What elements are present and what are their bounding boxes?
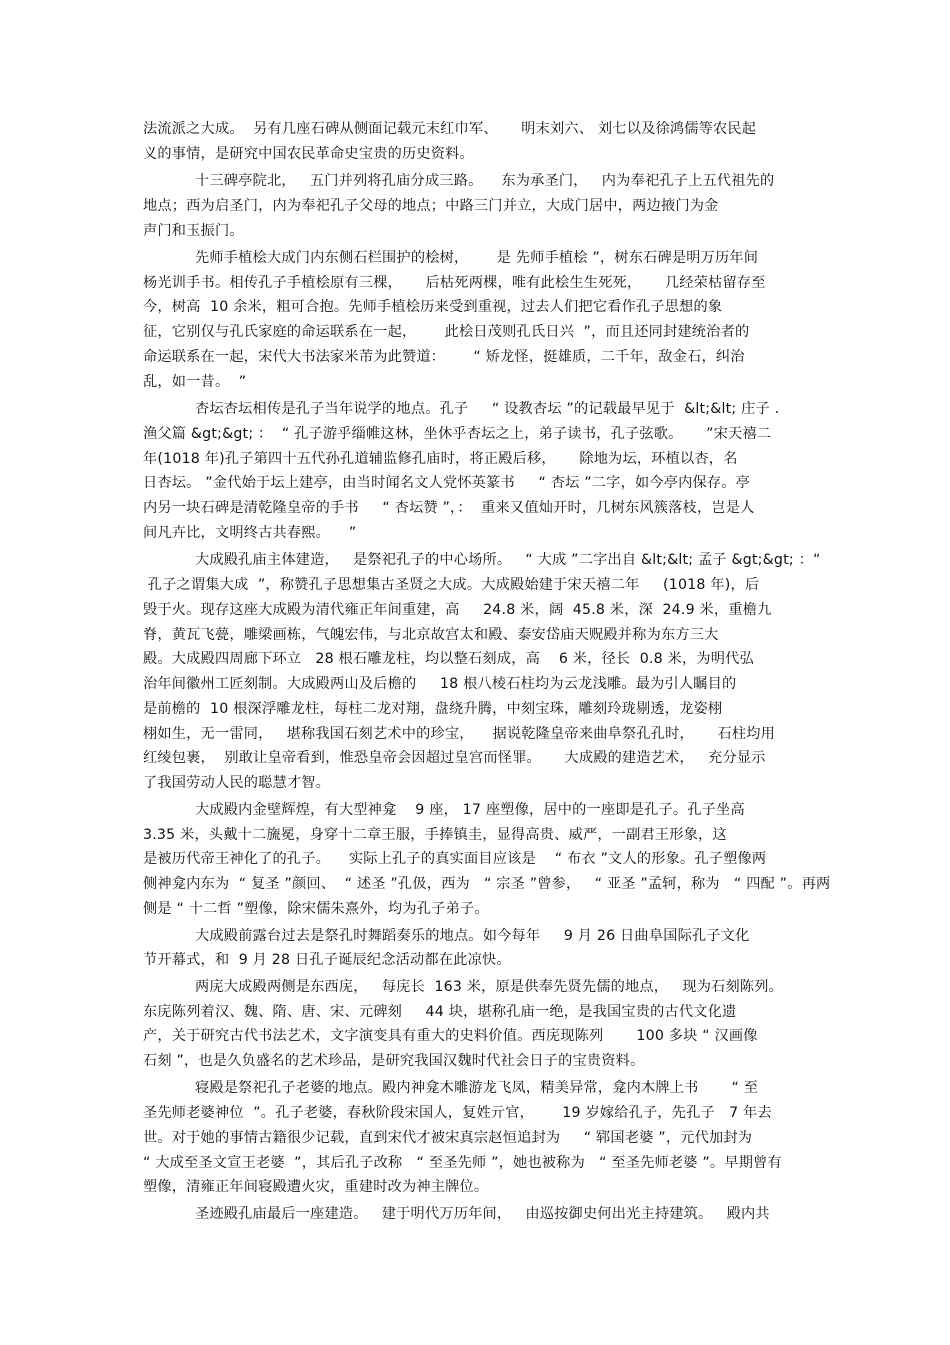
text-line: 3.35 米，头戴十二旒冕，身穿十二章王服，手捧镇圭，显得高贵、威严，一副君王形象，这 [143,827,727,843]
text-line: 脊，黄瓦飞甍，雕梁画栋，气魄宏伟，与北京故宫太和殿、泰安岱庙天贶殿并称为东方三大 [143,627,719,643]
text-line: 红绫包裹， 别敢让皇帝看到，惟恐皇帝会因超过皇宫而怪罪。 大成殿的建造艺术， 充分显示 [143,750,766,766]
text-line: 大成殿孔庙主体建造， 是祭祀孔子的中心场所。 “ 大成 ”二字出自 &lt;&lt; 孟子 &gt;&gt; ：“ [195,552,821,568]
text-line: 渔父篇 &gt;&gt; ： “ 孔子游乎缁帷这林，坐休乎杏坛之上，弟子读书，孔子弦歌。 ”宋天禧二 [143,426,772,442]
text-line: 是被历代帝王神化了的孔子。 实际上孔子的真实面目应该是 “ 布衣 ”文人的形象。孔子塑像两 [143,851,767,867]
text-line: 大成殿内金壁辉煌，有大型神龛 9 座， 17 座塑像，居中的一座即是孔子。孔子坐高 [195,802,745,818]
text-line: 声门和玉振门。 [143,223,244,239]
text-line: 大成殿前露台过去是祭孔时舞蹈奏乐的地点。如今每年 9 月 26 日曲阜国际孔子文化 [195,928,750,944]
text-line: 乱，如一昔。 ” [143,374,247,390]
text-line: 圣迹殿孔庙最后一座建造。 建于明代万历年间， 由巡按御史何出光主持建筑。 殿内共 [195,1206,770,1222]
text-line: 两庑大成殿两侧是东西庑， 每庑长 163 米，原是供奉先贤先儒的地点， 现为石刻陈列。 [195,979,784,995]
text-line: 日杏坛。 ”金代始于坛上建亭，由当时闻名文人党怀英篆书 “ 杏坛 ”二字，如今亭内保存。亭 [143,475,751,491]
text-line: 石刻 ”，也是久负盛名的艺术珍品，是研究我国汉魏时代社会日子的宝贵资料。 [143,1053,645,1069]
text-line: 十三碑亭院北， 五门并列将孔庙分成三路。 东为承圣门， 内为奉祀孔子上五代祖先的 [195,173,775,189]
text-line: 今，树高 10 余米，粗可合抱。先师手植桧历来受到重视，过去人们把它看作孔子思想的象 [143,299,723,315]
text-line: 栩如生，无一雷同， 堪称我国石刻艺术中的珍宝， 据说乾隆皇帝来曲阜祭孔孔时， 石柱均用 [143,726,776,742]
text-line: 殿。大成殿四周廊下环立 28 根石雕龙柱，均以整石刻成，高 6 米，径长 0.8 米，为明代弘 [143,651,754,667]
text-line: 地点；西为启圣门，内为奉祀孔子父母的地点；中路三门并立，大成门居中，两边掖门为金 [143,198,719,214]
text-line: 塑像，清雍正年间寝殿遭火灾，重建时改为神主牌位。 [143,1179,489,1195]
text-line: 治年间徽州工匠刻制。大成殿两山及后檐的 18 根八棱石柱均为云龙浅雕。最为引人瞩目的 [143,676,737,692]
text-line: 杨光训手书。相传孔子手植桧原有三棵， 后枯死两棵，唯有此桧生生死死， 几经荣枯留存至 [143,275,766,291]
text-line: 侧神龛内东为 “ 复圣 ”颜回、 “ 述圣 ”孔伋，西为 “ 宗圣 ”曾参， “ 亚圣 ”孟轲，称为 “ 四配 ”。再两 [143,876,831,892]
text-line: 东庑陈列着汉、魏、隋、唐、宋、元碑刻 44 块，堪称孔庙一绝，是我国宝贵的古代文化遗 [143,1004,737,1020]
text-line: 侧是 “ 十二哲 ”塑像，除宋儒朱熹外，均为孔子弟子。 [143,901,489,917]
text-line: 年(1018 年)孔子第四十五代孙孔道辅监修孔庙时，将正殿后移， 除地为坛，环植以杏，名 [143,451,738,467]
text-line: 命运联系在一起，宋代大书法家米芾为此赞道： “ 矫龙怪，挺雄质，二千年，敌金石，纠治 [143,349,745,365]
text-line: 产，关于研究古代书法艺术，文字演变具有重大的史料价值。西庑现陈列 100 多块 “ 汉画像 [143,1028,758,1044]
text-line: 世。对于她的事情古籍很少记载，直到宋代才被宋真宗赵恒追封为 “ 郓国老婆 ”，元代加封为 [143,1130,753,1146]
text-line: 杏坛杏坛相传是孔子当年说学的地点。孔子 “ 设教杏坛 ”的记载最早见于 &lt;&lt; 庄子 . [195,401,780,417]
text-line: 征，它别仅与孔氏家庭的命运联系在一起， 此桧日茂则孔氏日兴 ”，而且还同封建统治者的 [143,324,750,340]
text-line: 先师手植桧大成门内东侧石栏围护的桧树， 是 先师手植桧 ”，树东石碑是明万历年间 [195,250,759,266]
text-line: 圣先师老婆神位 ”。孔子老婆，春秋阶段宋国人，复姓亓官， 19 岁嫁给孔子，先孔子 7 年去 [143,1105,772,1121]
text-line: 义的事情，是研究中国农民革命史宝贵的历史资料。 [143,146,474,162]
text-line: 了我国劳动人民的聪慧才智。 [143,775,331,791]
text-line: 毁于火。现存这座大成殿为清代雍正年间重建，高 24.8 米，阔 45.8 米，深 24.9 米，重檐九 [143,602,772,618]
text-line: 法流派之大成。 另有几座石碑从侧面记载元末红巾军、 明末刘六、 刘七以及徐鸿儒等农民起 [143,121,757,137]
text-line: 是前檐的 10 根深浮雕龙柱，每柱二龙对翔，盘绕升腾，中刻宝珠，雕刻玲珑剔透，龙姿栩 [143,701,723,717]
text-line: 寝殿是祭祀孔子老婆的地点。殿内神龛木雕游龙飞凤，精美异常，龛内木牌上书 “ 至 [195,1080,759,1096]
text-line: “ 大成至圣文宣王老婆 ”，其后孔子改称 “ 至圣先师 ”，她也被称为 “ 至圣先师老婆 ”。早期曾有 [143,1155,782,1171]
text-line: 内另一块石碑是清乾隆皇帝的手书 “ 杏坛赞 ”，： 重来又值灿开时，几树东风簇落枝，岂是人 [143,500,755,516]
text-line: 节开幕式，和 9 月 28 日孔子诞辰纪念活动都在此凉快。 [143,952,511,968]
text-line: 孔子之谓集大成 ”，称赞孔子思想集古圣贤之大成。大成殿始建于宋天禧二年 (1018 年)，后 [143,577,760,593]
text-line: 间凡卉比，文明终古共春熙。 ” [143,525,357,541]
